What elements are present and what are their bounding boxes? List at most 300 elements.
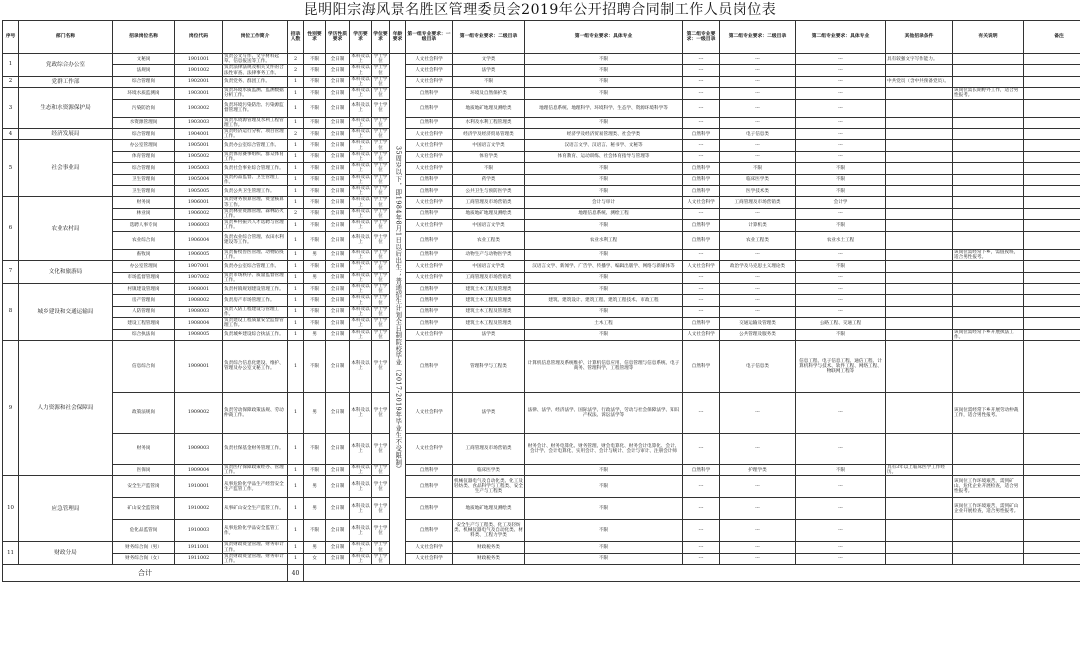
position-name-cell: 污染防治岗 [113, 99, 175, 117]
gender-cell: 不限 [304, 65, 326, 76]
position-code-cell: 1908003 [175, 306, 223, 317]
group2-category-cell: --- [683, 249, 720, 260]
study-mode-cell: 全日制 [326, 208, 350, 219]
department-number-cell: 9 [3, 340, 19, 475]
remark-cell [1024, 476, 1080, 498]
group2-major-cell: --- [796, 151, 886, 162]
study-mode-cell: 全日制 [326, 476, 350, 498]
group1-major-cell: 不限 [525, 542, 683, 553]
table-row [3, 318, 1080, 329]
group2-subcategory-cell: 农业工程类 [720, 231, 796, 249]
degree-cell: 学士学位 [372, 117, 390, 128]
note-cell [953, 54, 1024, 65]
table-row [3, 261, 1080, 272]
education-cell: 本科及以上 [351, 542, 370, 553]
remark-cell [1024, 542, 1080, 553]
gender-cell: 不限 [304, 99, 326, 117]
table-row [3, 295, 1080, 306]
age-requirement-cell: 35周岁以下，即1984年8月1日以后出生；普通招生计划全日制院校毕业（2017-2019年毕业生不受限制） [390, 54, 406, 565]
group1-subcategory-cell: 建筑土木工程及管理类 [453, 283, 525, 294]
group2-major-cell: --- [796, 520, 886, 542]
study-mode-cell: 全日制 [326, 54, 350, 65]
group2-major-cell: 不限 [796, 174, 886, 185]
position-code-cell: 1909003 [175, 433, 223, 464]
position-intro-cell: 负责社会事业综合管理工作。 [223, 163, 288, 174]
position-code-cell: 1907001 [175, 261, 223, 272]
note-cell [953, 65, 1024, 76]
table-row [3, 99, 1080, 117]
other-condition-cell [886, 117, 953, 128]
education-cell: 本科及以上 [351, 249, 370, 260]
headcount-cell: 1 [288, 306, 304, 317]
position-name-cell: 卫生管理岗 [113, 186, 175, 197]
gender-cell: 不限 [304, 283, 326, 294]
group2-major-cell: 不限 [796, 329, 886, 340]
group2-category-cell: --- [683, 542, 720, 553]
remark-cell [1024, 197, 1080, 208]
degree-cell: 学士学位 [372, 88, 390, 99]
position-code-cell: 1910003 [175, 520, 223, 542]
position-intro-cell: 负责畜牧兽医管理、动物防疫工作。 [223, 249, 288, 260]
department-number-cell: 5 [3, 140, 19, 197]
table-row [3, 65, 1080, 76]
other-condition-cell [886, 272, 953, 283]
position-intro-cell: 负责医疗保障政策经办、管理工作。 [223, 464, 288, 475]
headcount-cell: 1 [288, 220, 304, 231]
header-cell: 招录岗位名称 [113, 21, 175, 54]
degree-cell: 学士学位 [372, 65, 390, 76]
remark-cell [1024, 65, 1080, 76]
table-row [3, 476, 1080, 498]
group2-major-cell: --- [796, 542, 886, 553]
group1-major-cell: 法律、法学、经济法学、国际法学、行政法学、劳动与社会保障法学、知识产权法、诉讼法学等 [525, 392, 683, 433]
other-condition-cell [886, 283, 953, 294]
position-intro-cell: 从事矿山安全生产监管工作。 [223, 498, 288, 520]
group1-subcategory-cell: 地质地矿地理及测绘类 [453, 208, 525, 219]
remark-cell [1024, 220, 1080, 231]
position-code-cell: 1901001 [175, 54, 223, 65]
position-code-cell: 1911002 [175, 553, 223, 564]
position-intro-cell: 负责农业综合管理、农田水利建设等工作。 [223, 231, 288, 249]
group2-major-cell: --- [796, 392, 886, 433]
position-intro-cell: 负责市场秩序、质量监督管理工作。 [223, 272, 288, 283]
headcount-cell: 1 [288, 476, 304, 498]
headcount-cell: 1 [288, 498, 304, 520]
group2-subcategory-cell: --- [720, 553, 796, 564]
header-cell: 部门名称 [19, 21, 113, 54]
position-intro-cell: 负责公文写作、文字材料起草、信息报送等工作。 [223, 54, 288, 65]
table-row [3, 283, 1080, 294]
table-row [3, 88, 1080, 99]
group1-major-cell: 会计与审计 [525, 197, 683, 208]
group2-major-cell: 不限 [796, 186, 886, 197]
group1-major-cell: 农业水利工程 [525, 231, 683, 249]
education-cell: 本科及以上 [351, 272, 370, 283]
position-name-cell: 财务综合岗（女） [113, 553, 175, 564]
note-cell [953, 295, 1024, 306]
group2-category-cell: 自然科学 [683, 340, 720, 392]
table-row [3, 151, 1080, 162]
note-cell [953, 197, 1024, 208]
position-intro-cell: 负责财政资金管理、财务审计工作。 [223, 553, 288, 564]
degree-cell: 学士学位 [372, 476, 390, 498]
gender-cell: 不限 [304, 340, 326, 392]
group2-category-cell: --- [683, 553, 720, 564]
degree-cell: 学士学位 [372, 329, 390, 340]
group2-subcategory-cell: --- [720, 99, 796, 117]
position-intro-cell: 负责财务预算管理、资金核算等工作。 [223, 197, 288, 208]
group2-subcategory-cell: --- [720, 117, 796, 128]
group1-major-cell: 不限 [525, 520, 683, 542]
note-cell [953, 174, 1024, 185]
position-name-cell: 危化品监管岗 [113, 520, 175, 542]
other-condition-cell: 具有较强文字写作能力。 [886, 54, 953, 65]
group2-subcategory-cell: --- [720, 208, 796, 219]
total-blank [304, 565, 1080, 582]
group1-subcategory-cell: 药学类 [453, 174, 525, 185]
position-code-cell: 1903002 [175, 99, 223, 117]
remark-cell [1024, 151, 1080, 162]
table-row [3, 163, 1080, 174]
group2-major-cell: --- [796, 65, 886, 76]
study-mode-cell: 全日制 [326, 498, 350, 520]
group2-major-cell: --- [796, 476, 886, 498]
position-name-cell: 文秘岗 [113, 54, 175, 65]
education-cell: 本科及以上 [350, 231, 372, 249]
other-condition-cell [886, 208, 953, 219]
study-mode-cell: 全日制 [326, 542, 350, 553]
degree-cell: 学士学位 [372, 220, 390, 231]
remark-cell [1024, 553, 1080, 564]
group2-subcategory-cell: --- [720, 283, 796, 294]
group1-category-cell: 自然科学 [406, 340, 453, 392]
group1-major-cell: 不限 [525, 498, 683, 520]
education-cell: 本科及以上 [351, 553, 370, 564]
note-cell [953, 318, 1024, 329]
remark-cell [1024, 88, 1080, 99]
group2-major-cell: --- [796, 129, 886, 140]
group1-subcategory-cell: 环境及自然保护类 [453, 88, 525, 99]
table-row [3, 208, 1080, 219]
position-intro-cell: 负责综合信息化建设、维护、管理及办公室文秘工作。 [223, 340, 288, 392]
education-cell: 本科及以上 [351, 306, 370, 317]
group2-category-cell: --- [683, 208, 720, 219]
gender-cell: 男 [304, 476, 326, 498]
table-row [3, 542, 1080, 553]
headcount-cell: 1 [288, 542, 304, 553]
group1-major-cell: 不限 [525, 88, 683, 99]
headcount-cell: 1 [288, 88, 304, 99]
position-name-cell: 林业岗 [113, 208, 175, 219]
other-condition-cell [886, 220, 953, 231]
headcount-cell: 1 [288, 464, 304, 475]
headcount-cell: 1 [288, 392, 304, 433]
header-cell: 第一组专业要求：一级目录 [406, 21, 453, 54]
study-mode-cell: 全日制 [326, 76, 350, 87]
note-cell [953, 117, 1024, 128]
group1-major-cell: 建筑、建筑设计、建筑工程、建筑工程技术、市政工程 [525, 295, 683, 306]
table-row [3, 433, 1080, 464]
gender-cell: 不限 [304, 208, 326, 219]
study-mode-cell: 全日制 [326, 433, 350, 464]
position-name-cell: 市场监督管理岗 [113, 272, 175, 283]
group1-major-cell: 地理信息系统、测绘工程 [525, 208, 683, 219]
headcount-cell: 1 [288, 249, 304, 260]
other-condition-cell [886, 340, 953, 392]
position-intro-cell: 负责人防工程建设与管理工作。 [223, 306, 288, 317]
education-cell: 本科及以上 [351, 329, 370, 340]
table-row [3, 520, 1080, 542]
note-cell [953, 340, 1024, 392]
note-cell: 该岗位需长期野外工作，适合男性报考。 [953, 88, 1024, 99]
other-condition-cell [886, 197, 953, 208]
group2-subcategory-cell: --- [720, 76, 796, 87]
position-intro-cell: 从事危险化学品生产经营安全生产监管工作。 [223, 476, 288, 498]
group1-major-cell: 体育教育、运动训练、社会体育指导与管理等 [525, 151, 683, 162]
position-code-cell: 1908005 [175, 329, 223, 340]
table-row [3, 140, 1080, 151]
position-code-cell: 1905001 [175, 140, 223, 151]
group2-major-cell: 不限 [796, 220, 886, 231]
table-row [3, 249, 1080, 260]
education-cell: 本科及以上 [350, 476, 372, 498]
other-condition-cell [886, 295, 953, 306]
degree-cell: 学士学位 [372, 392, 390, 433]
other-condition-cell [886, 163, 953, 174]
position-name-cell: 医保岗 [113, 464, 175, 475]
group1-category-cell: 自然科学 [406, 318, 453, 329]
position-intro-cell: 负责党务、群团工作。 [223, 76, 288, 87]
group2-subcategory-cell: 计算机类 [720, 220, 796, 231]
remark-cell [1024, 140, 1080, 151]
group2-subcategory-cell: 工商管理及市场营销类 [720, 197, 796, 208]
study-mode-cell: 全日制 [326, 174, 350, 185]
study-mode-cell: 全日制 [326, 261, 350, 272]
degree-cell: 学士学位 [372, 340, 390, 392]
position-intro-cell: 负责林业资源管理、森林防火工作。 [223, 208, 288, 219]
headcount-cell: 1 [288, 295, 304, 306]
department-name-cell: 生态和水资源保护局 [19, 88, 113, 129]
study-mode-cell: 全日制 [326, 220, 350, 231]
position-intro-cell: 负责村镇规划建设管理工作。 [223, 283, 288, 294]
group2-category-cell: --- [683, 433, 720, 464]
study-mode-cell: 全日制 [326, 163, 350, 174]
position-code-cell: 1904001 [175, 129, 223, 140]
table-row [3, 498, 1080, 520]
group2-subcategory-cell: 政治学及马克思主义理论类 [720, 261, 796, 272]
group1-major-cell: 不限 [525, 272, 683, 283]
group2-major-cell: --- [796, 498, 886, 520]
note-cell [953, 186, 1024, 197]
degree-cell: 学士学位 [372, 151, 390, 162]
group2-category-cell: --- [683, 140, 720, 151]
gender-cell: 不限 [304, 261, 326, 272]
headcount-cell: 2 [288, 129, 304, 140]
position-code-cell: 1908004 [175, 318, 223, 329]
group1-subcategory-cell: 管理科学与工程类 [453, 340, 525, 392]
degree-cell: 学士学位 [372, 76, 390, 87]
group1-subcategory-cell: 不限 [453, 163, 525, 174]
position-intro-cell: 负责体育赛事组织、群众体育工作。 [223, 151, 288, 162]
degree-cell: 学士学位 [372, 433, 390, 464]
education-cell: 本科及以上 [351, 464, 370, 476]
position-code-cell: 1908001 [175, 283, 223, 294]
gender-cell: 男 [304, 329, 326, 340]
group2-major-cell: 公路工程、交通工程 [796, 318, 886, 329]
position-name-cell: 综合管理岗 [113, 129, 175, 140]
group1-category-cell: 自然科学 [406, 117, 453, 128]
department-name-cell: 城乡建设和交通运输局 [19, 283, 113, 340]
gender-cell: 不限 [304, 318, 326, 329]
remark-cell [1024, 174, 1080, 185]
group2-major-cell: --- [796, 88, 886, 99]
study-mode-cell: 全日制 [326, 129, 350, 140]
group1-subcategory-cell: 公共卫生与预防医学类 [453, 186, 525, 197]
header-cell: 第一组专业要求：具体专业 [525, 21, 683, 54]
group1-category-cell: 自然科学 [406, 174, 453, 185]
position-intro-cell: 负责社保基金财务管理工作。 [223, 433, 288, 464]
header-cell: 招录人数 [288, 21, 304, 54]
group1-subcategory-cell: 财政税务类 [453, 553, 525, 564]
position-name-cell: 建设工程管理岗 [113, 318, 175, 329]
degree-cell: 学士学位 [372, 261, 390, 272]
remark-cell [1024, 340, 1080, 392]
education-cell: 本科及以上 [351, 208, 370, 220]
note-cell [953, 76, 1024, 87]
header-row [3, 21, 1080, 54]
header-cell: 第一组专业要求：二级目录 [453, 21, 525, 54]
gender-cell: 不限 [304, 220, 326, 231]
study-mode-cell: 全日制 [326, 197, 350, 208]
remark-cell [1024, 129, 1080, 140]
gender-cell: 不限 [304, 306, 326, 317]
group2-major-cell: --- [796, 272, 886, 283]
remark-cell [1024, 208, 1080, 219]
table-row [3, 54, 1080, 65]
group1-major-cell: 不限 [525, 476, 683, 498]
group1-subcategory-cell: 安全生产与工程类、化工及轻纺类、机械仪器电气及自动化类、材料类、工程力学类 [453, 520, 525, 542]
remark-cell [1024, 99, 1080, 117]
other-condition-cell [886, 433, 953, 464]
group1-category-cell: 自然科学 [406, 464, 453, 475]
other-condition-cell [886, 151, 953, 162]
remark-cell [1024, 498, 1080, 520]
note-cell [953, 99, 1024, 117]
group1-category-cell: 人文社会科学 [406, 151, 453, 162]
position-name-cell: 畜牧岗 [113, 249, 175, 260]
group2-category-cell: --- [683, 306, 720, 317]
group1-subcategory-cell: 法学类 [453, 329, 525, 340]
gender-cell: 男 [304, 249, 326, 260]
headcount-cell: 1 [288, 520, 304, 542]
position-name-cell: 选聘人事专岗 [113, 220, 175, 231]
position-name-cell: 信息综合岗 [113, 340, 175, 392]
group2-category-cell: --- [683, 392, 720, 433]
degree-cell: 学士学位 [372, 231, 390, 249]
remark-cell [1024, 464, 1080, 475]
gender-cell: 不限 [304, 186, 326, 197]
position-name-cell: 综合管理岗 [113, 163, 175, 174]
education-cell: 本科及以上 [351, 163, 370, 174]
other-condition-cell [886, 476, 953, 498]
table-row [3, 392, 1080, 433]
group1-category-cell: 人文社会科学 [406, 129, 453, 140]
position-name-cell: 财务岗 [113, 197, 175, 208]
group2-subcategory-cell: --- [720, 65, 796, 76]
position-intro-cell: 负责建设工程质量安全监督管理工作。 [223, 318, 288, 329]
group1-subcategory-cell: 临床医学类 [453, 464, 525, 475]
department-name-cell: 农业农村局 [19, 197, 113, 261]
note-cell [953, 129, 1024, 140]
table-row [3, 129, 1080, 140]
group2-category-cell: 自然科学 [683, 163, 720, 174]
remark-cell [1024, 306, 1080, 317]
group2-subcategory-cell: --- [720, 498, 796, 520]
note-cell [953, 520, 1024, 542]
gender-cell: 男 [304, 392, 326, 433]
group2-subcategory-cell: --- [720, 476, 796, 498]
note-cell [953, 306, 1024, 317]
header-cell: 备注 [1024, 21, 1080, 54]
department-number-cell: 10 [3, 476, 19, 542]
note-cell [953, 208, 1024, 219]
group1-major-cell: 地理信息系统、地理科学、环境科学、生态学、资源环境科学等 [525, 99, 683, 117]
position-code-cell: 1907002 [175, 272, 223, 283]
position-intro-cell: 负责房产市场管理工作。 [223, 295, 288, 306]
position-code-cell: 1906002 [175, 208, 223, 219]
other-condition-cell [886, 553, 953, 564]
other-condition-cell [886, 88, 953, 99]
position-intro-cell: 负责环境水质监测、监测数据分析工作。 [223, 88, 288, 99]
degree-cell: 学士学位 [372, 553, 390, 564]
education-cell: 本科及以上 [351, 318, 370, 329]
group2-subcategory-cell: --- [720, 272, 796, 283]
group2-category-cell: --- [683, 76, 720, 87]
note-cell: 该岗位需经常下乡开展劳动仲裁工作，适合男性报考。 [953, 392, 1024, 433]
group2-major-cell: --- [796, 76, 886, 87]
other-condition-cell [886, 129, 953, 140]
department-name-cell: 人力资源和社会保障局 [19, 340, 113, 475]
position-code-cell: 1910002 [175, 498, 223, 520]
headcount-cell: 1 [288, 186, 304, 197]
header-cell: 序号 [3, 21, 19, 54]
group1-major-cell: 不限 [525, 464, 683, 475]
headcount-cell: 1 [288, 318, 304, 329]
note-cell [953, 151, 1024, 162]
department-number-cell: 1 [3, 54, 19, 77]
group2-major-cell: --- [796, 295, 886, 306]
study-mode-cell: 全日制 [326, 306, 350, 317]
group1-category-cell: 人文社会科学 [406, 392, 453, 433]
degree-cell: 学士学位 [372, 197, 390, 208]
degree-cell: 学士学位 [372, 318, 390, 329]
gender-cell: 男 [304, 272, 326, 283]
position-name-cell: 法规岗 [113, 65, 175, 76]
position-intro-cell: 负责财政资金管理、财务审计工作。 [223, 542, 288, 553]
group2-major-cell: --- [796, 306, 886, 317]
group2-category-cell: --- [683, 65, 720, 76]
group2-category-cell: --- [683, 117, 720, 128]
remark-cell [1024, 163, 1080, 174]
group2-category-cell: 自然科学 [683, 174, 720, 185]
group1-category-cell: 自然科学 [406, 208, 453, 219]
gender-cell: 不限 [304, 76, 326, 87]
note-cell [953, 553, 1024, 564]
table-row [3, 76, 1080, 87]
group1-major-cell: 不限 [525, 249, 683, 260]
position-code-cell: 1910001 [175, 476, 223, 498]
remark-cell [1024, 433, 1080, 464]
